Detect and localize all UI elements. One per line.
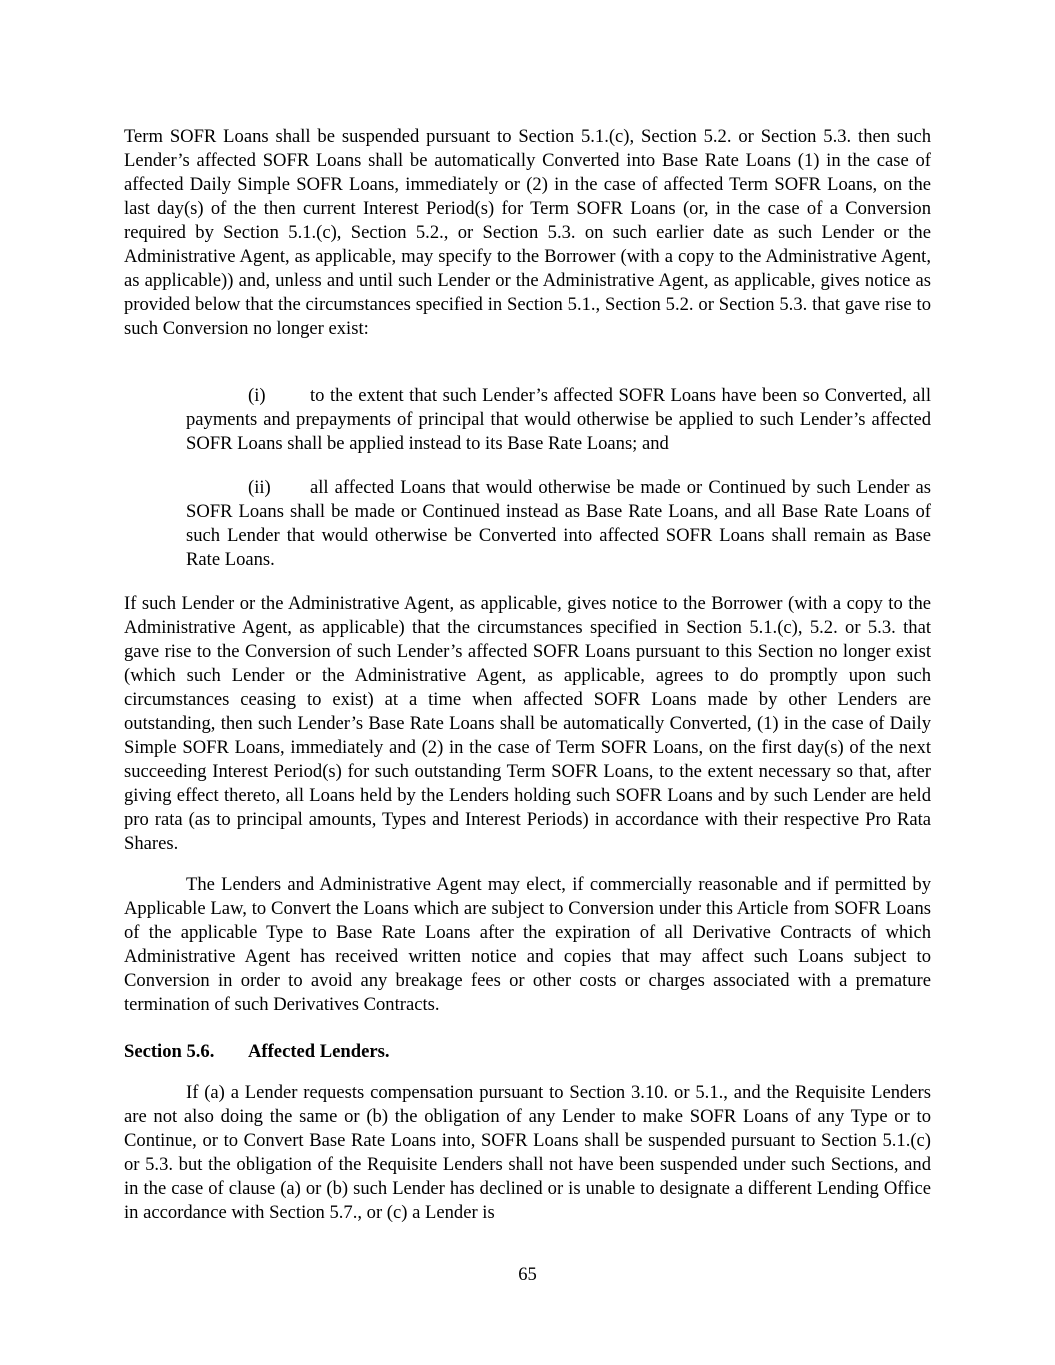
section-heading [124, 1040, 389, 1064]
section-title: Affected Lenders. [248, 1041, 390, 1062]
list-item-label: (ii) [248, 477, 271, 498]
paragraph-continuation: Term SOFR Loans shall be suspended pursuant to Section 5.1.(c), Section 5.2. or Section 5.3. then such Lender’s affected SOFR Loans shall be automatically Converted into Base Rate Loans (1) in the case of affected Daily Simple SOFR Loans, immediately or (2) in the case of affected Term SOFR Loans, on the last day(s) of the then current Interest Period(s) for Term SOFR Loans (or, in the case of a Conversion required by Section 5.1.(c), Section 5.2., or Section 5.3. on such earlier date as such Lender or the Administrative Agent, as applicable, may specify to the Borrower (with a copy to the Administrative Agent, as applicable)) and, unless and until such Lender or the Administrative Agent, as applicable, gives notice as provided below that the circumstances specified in Section 5.1., Section 5.2. or Section 5.3. that gave rise to such Conversion no longer exist: [124, 126, 931, 339]
list-item-text: all affected Loans that would otherwise be made or Continued by such Lender as SOFR Loans shall be made or Continued instead as Base Rate Loans, and all Base Rate Loans of such Lender that would otherwise be Converted into affected SOFR Loans shall remain as Base Rate Loans. [186, 477, 931, 570]
page-number: 65 [518, 1264, 537, 1285]
section-number: Section 5.6. [124, 1041, 215, 1062]
list-item-ii [186, 476, 931, 572]
list-item-label: (i) [248, 385, 266, 406]
list-item-text: to the extent that such Lender’s affected SOFR Loans have been so Converted, all payments and prepayments of principal that would otherwise be applied to such Lender’s affected SOFR Loans shall be applied instead to its Base Rate Loans; and [186, 385, 931, 454]
paragraph-election: The Lenders and Administrative Agent may elect, if commercially reasonable and if permitted by Applicable Law, to Convert the Loans which are subject to Conversion under this Article from SOFR Loans of the applicable Type to Base Rate Loans after the expiration of all Derivative Contracts of which Administrative Agent has received written notice and copies that may affect such Loans subject to Conversion in order to avoid any breakage fees or other costs or charges associated with a premature termination of such Derivatives Contracts. [124, 874, 931, 1015]
list-item-i [186, 384, 931, 456]
paragraph-notice: If such Lender or the Administrative Agent, as applicable, gives notice to the Borrower (with a copy to the Administrative Agent, as applicable) that the circumstances specified in Section 5.1.(c), 5.2. or 5.3. that gave rise to the Conversion of such Lender’s affected SOFR Loans pursuant to this Section no longer exist (which such Lender or the Administrative Agent, as applicable, agrees to do promptly upon such circumstances ceasing to exist) at a time when affected SOFR Loans made by other Lenders are outstanding, then such Lender’s Base Rate Loans shall be automatically Converted, (1) in the case of Daily Simple SOFR Loans, immediately and (2) in the case of Term SOFR Loans, on the first day(s) of the next succeeding Interest Period(s) for such outstanding Term SOFR Loans, to the extent necessary so that, after giving effect thereto, all Loans held by the Lenders holding such SOFR Loans and by such Lender are held pro rata (as to principal amounts, Types and Interest Periods) in accordance with their respective Pro Rata Shares. [124, 593, 931, 854]
paragraph-affected-lenders: If (a) a Lender requests compensation pursuant to Section 3.10. or 5.1., and the Requisite Lenders are not also doing the same or (b) the obligation of any Lender to make SOFR Loans of any Type or to Continue, or to Convert Base Rate Loans into, SOFR Loans shall be suspended pursuant to Section 5.1.(c) or 5.3. but the obligation of the Requisite Lenders shall not have been suspended under such Sections, and in the case of clause (a) or (b) such Lender has declined or is unable to designate a different Lending Office in accordance with Section 5.7., or (c) a Lender is [124, 1082, 931, 1223]
